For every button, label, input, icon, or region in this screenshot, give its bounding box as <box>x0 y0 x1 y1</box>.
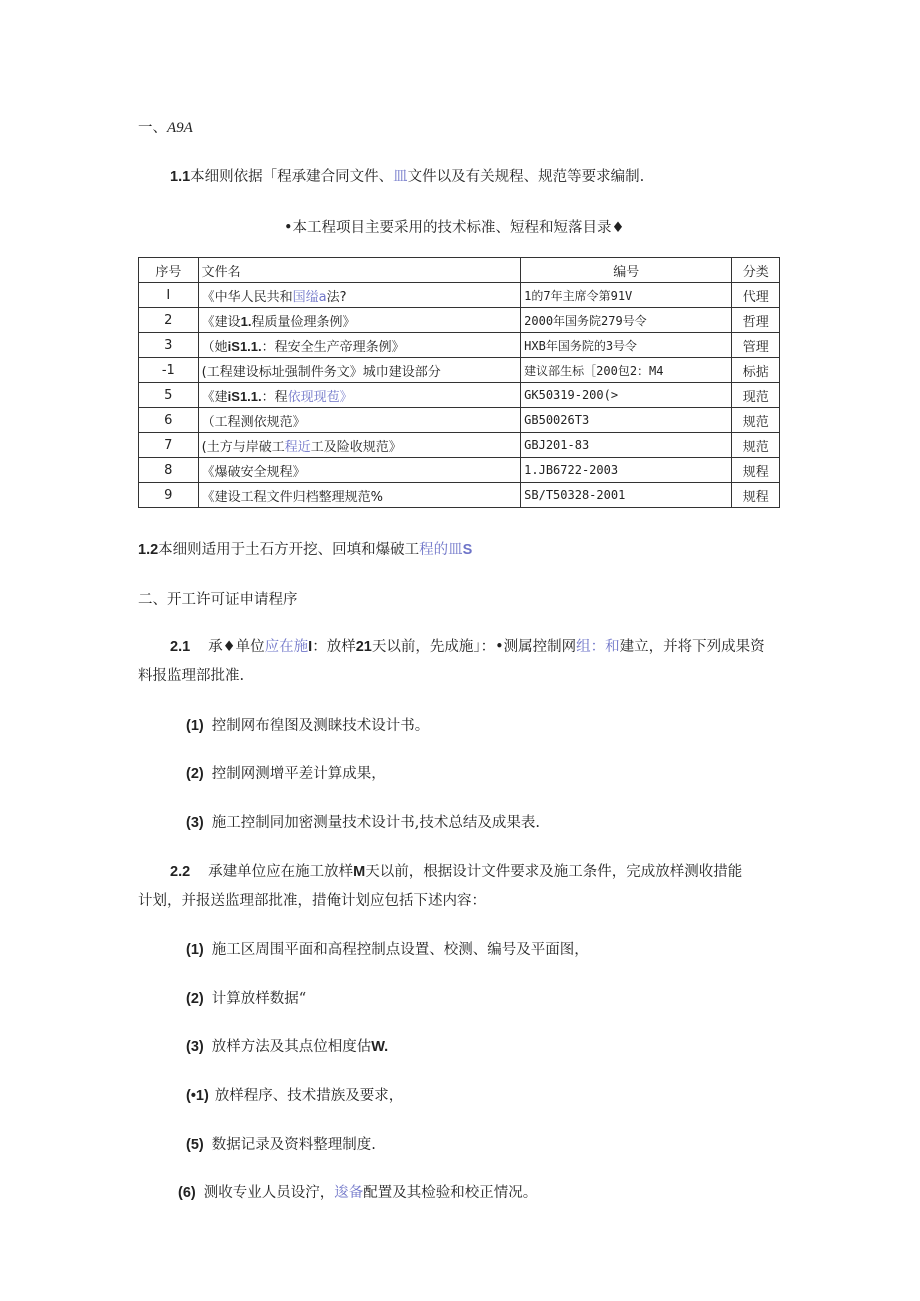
clause-text: 本细则适用于土石方开挖、回填和爆破工 <box>158 542 420 558</box>
row-serial: 2 <box>139 308 199 333</box>
row-category: 规范 <box>732 433 780 458</box>
section-1-number: 一、 <box>138 120 167 136</box>
row-serial: 5 <box>139 383 199 408</box>
clause-text-highlight: 皿 <box>393 169 408 185</box>
list-item-text: 控制网布徨图及测睐技术设计书。 <box>211 718 430 734</box>
table-row <box>139 283 780 308</box>
row-serial: 9 <box>139 483 199 508</box>
clause-number: 2.1 <box>170 639 191 655</box>
list-item-number: (5) <box>186 1137 204 1153</box>
section-1-heading <box>138 116 193 137</box>
list-item-number: (2) <box>186 766 204 782</box>
row-category: 规范 <box>732 408 780 433</box>
list-item-text: 放样方法及其点位相度估 <box>211 1039 372 1055</box>
table-row <box>139 458 780 483</box>
list-item-number: (1) <box>186 942 204 958</box>
row-serial: 8 <box>139 458 199 483</box>
row-code: GB50026T3 <box>521 408 732 433</box>
list-item: (6) 测收专业人员设泞，逡备配置及其检验和校正情况。 <box>178 1185 538 1201</box>
row-category: 规程 <box>732 483 780 508</box>
table-row <box>139 333 780 358</box>
row-code: GBJ201-83 <box>521 433 732 458</box>
section-1-title: A9A <box>167 120 193 136</box>
row-filename: 《建iS1.1.：程依现现苞》 <box>198 383 521 408</box>
row-code: GK50319-200(> <box>521 383 732 408</box>
list-item-number: (1) <box>186 718 204 734</box>
row-category: 现范 <box>732 383 780 408</box>
clause-text: 本细则依据「程承建合同文件、 <box>190 169 394 185</box>
row-category: 管理 <box>732 333 780 358</box>
row-code: 1的7年主席令第91V <box>521 283 732 308</box>
table-caption: •本工程项目主要采用的技术标准、短程和短落目录♦ <box>284 220 625 236</box>
table-row <box>139 408 780 433</box>
list-item-text: 放样程序、技术措族及要求， <box>214 1088 404 1104</box>
table-row <box>139 308 780 333</box>
paragraph-1-2 <box>138 538 472 559</box>
list-item <box>186 762 386 783</box>
list-item <box>186 987 306 1008</box>
table-row <box>139 483 780 508</box>
row-serial: -1 <box>139 358 199 383</box>
row-filename: （她iS1.1.：程安全生产帝理条例》 <box>198 333 521 358</box>
row-code: SB/T50328-2001 <box>521 483 732 508</box>
list-item-number: (3) <box>186 815 204 831</box>
list-item <box>186 1035 388 1056</box>
list-item-text: 施工区周围平面和高程控制点设置、校测、编号及平面图， <box>211 942 589 958</box>
row-code: 建议部生标［200包2：M4 <box>521 358 732 383</box>
row-filename: (工程建设标址强制件务文》城巾建设部分 <box>198 358 521 383</box>
standards-table <box>138 257 780 508</box>
clause-text-bold: S <box>462 542 473 558</box>
header-serial: 序号 <box>139 258 199 283</box>
row-category: 代理 <box>732 283 780 308</box>
paragraph-2-1: 2.1 承♦单位应在施I：放样21天以前，先成施」：•测属控制网组：和建立，并将下列成果资 <box>170 639 765 655</box>
table-row <box>139 358 780 383</box>
table-row <box>139 433 780 458</box>
clause-text-end: 文件以及有关规程、规范等要求编制. <box>407 169 645 185</box>
list-item <box>186 714 429 735</box>
clause-text-highlight: 程的皿 <box>419 542 463 558</box>
paragraph-2-2: 2.2 承建单位应在施工放样M天以前，根据设计文件要求及施工条件，完成放样测收措能 <box>170 864 743 880</box>
list-item <box>186 938 589 959</box>
row-filename: 《建设1.程质量俭理条例》 <box>198 308 521 333</box>
row-category: 哲理 <box>732 308 780 333</box>
list-item-text-bold: W. <box>371 1039 389 1055</box>
paragraph-2-2-continued: 计划，并报送监理部批准，措俺计划应包括下述内容： <box>138 893 486 909</box>
list-item-number: (3) <box>186 1039 204 1055</box>
row-category: 标掂 <box>732 358 780 383</box>
row-filename: 《建设工程文件归档整理规范% <box>198 483 521 508</box>
clause-number: 1.2 <box>138 542 159 558</box>
clause-number: 1.1 <box>170 169 191 185</box>
list-item-number: (2) <box>186 991 204 1007</box>
row-serial: 6 <box>139 408 199 433</box>
header-category: 分类 <box>732 258 780 283</box>
list-item <box>186 811 540 832</box>
list-item-text: 施工控制同加密测量技术设计书,技术总结及成果表. <box>211 815 540 831</box>
paragraph-1-1 <box>170 165 644 186</box>
row-filename: （工程测依规范》 <box>198 408 521 433</box>
row-filename: 《爆破安全规程》 <box>198 458 521 483</box>
row-serial: 7 <box>139 433 199 458</box>
table-row <box>139 383 780 408</box>
row-category: 规程 <box>732 458 780 483</box>
paragraph-2-1-continued: 料报监理部批准. <box>138 668 245 684</box>
row-code: HXB年国务院的3号令 <box>521 333 732 358</box>
list-item-number: (6) <box>178 1185 196 1201</box>
list-item-number: (•1) <box>186 1088 209 1104</box>
row-serial: 3 <box>139 333 199 358</box>
row-filename: (土方与岸破工程近工及险收规范》 <box>198 433 521 458</box>
list-item-text: 计算放样数据“ <box>211 991 307 1007</box>
header-filename: 文件名 <box>198 258 521 283</box>
list-item-text: 数据记录及资料整理制度. <box>211 1137 376 1153</box>
section-2-heading: 二、开工许可证申请程序 <box>138 592 298 608</box>
table-header-row <box>139 258 780 283</box>
clause-number: 2.2 <box>170 864 191 880</box>
list-item <box>186 1084 403 1105</box>
row-filename: 《中华人民共和国缢a法? <box>198 283 521 308</box>
header-code: 编号 <box>521 258 732 283</box>
row-code: 2000年国务院279号令 <box>521 308 732 333</box>
row-serial: I <box>139 283 199 308</box>
row-code: 1.JB6722-2003 <box>521 458 732 483</box>
list-item <box>186 1133 376 1154</box>
list-item-text: 控制网测增平差计算成果， <box>211 766 386 782</box>
